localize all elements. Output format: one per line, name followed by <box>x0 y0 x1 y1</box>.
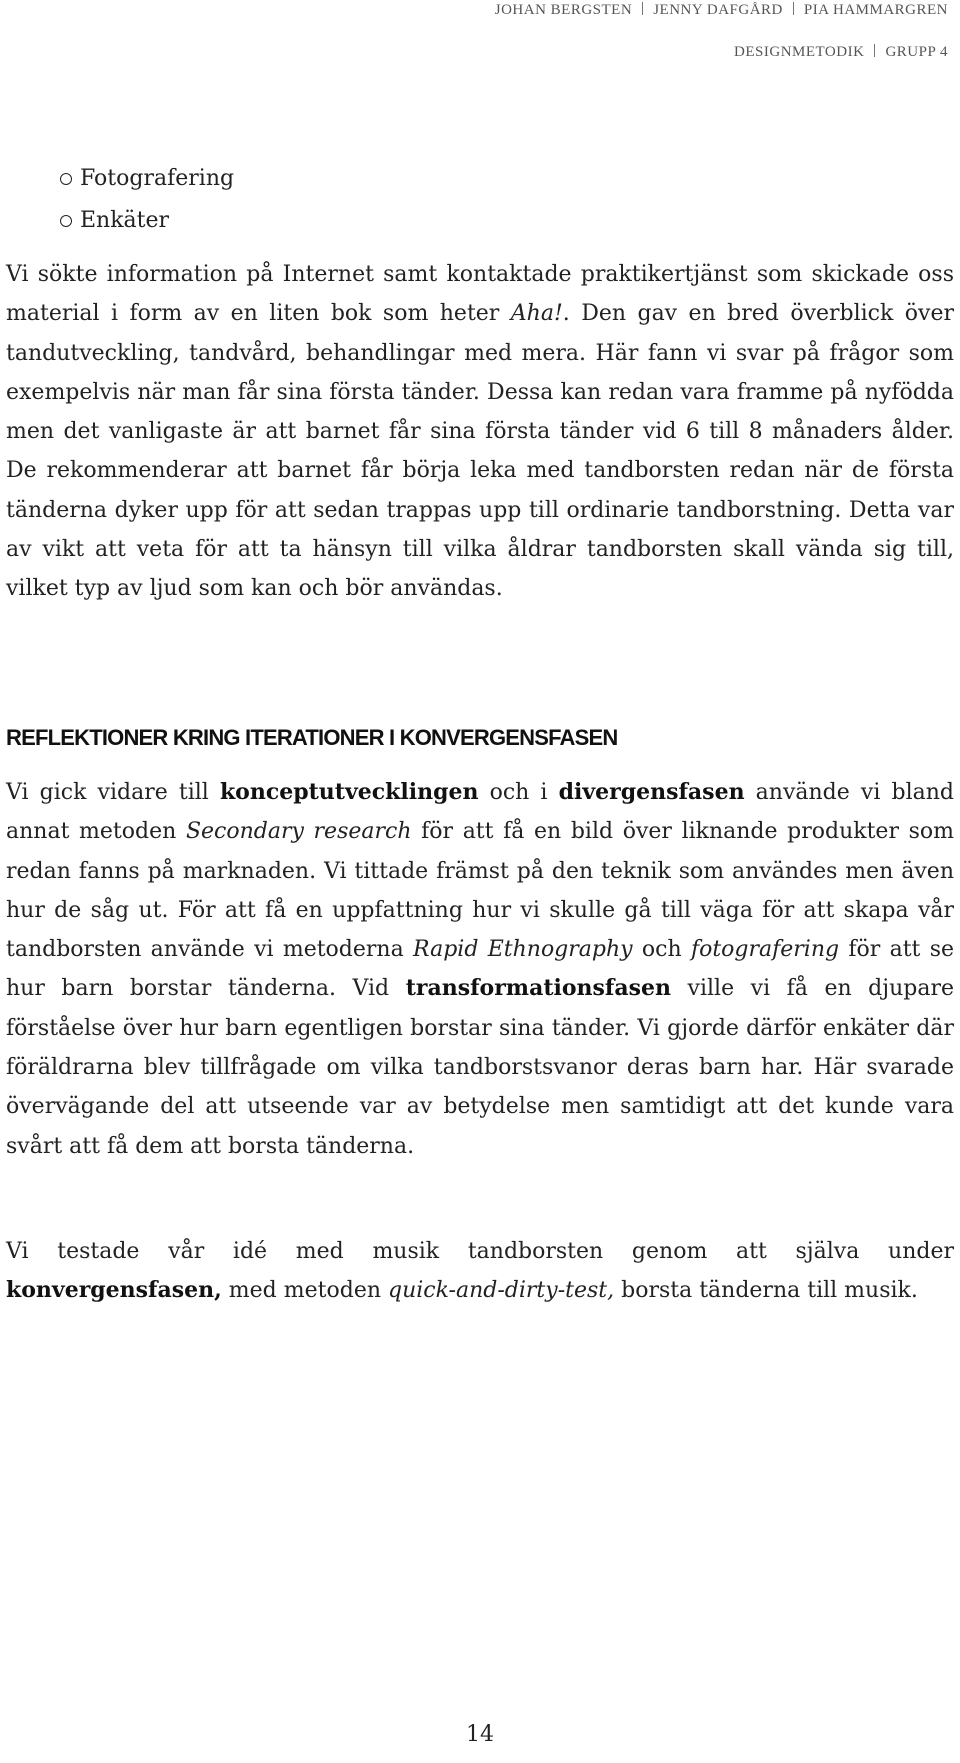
method-name: fotografering <box>690 937 840 963</box>
text-run: för att se hur barn borstar tänderna. Vid <box>6 937 954 1002</box>
group-name: GRUPP 4 <box>885 44 948 60</box>
text-run: ville vi få en djupare förståelse över hur barn egentligen borstar sina tänder. Vi gjorde därför enkäter där föräldrarna blev tillfrågade om vilka tandborstsvanor deras barn har. Här svarade övervägande del att utseende var av betydelse men samtidigt att det kunde vara svårt att få dem att borsta tänderna. <box>6 976 954 1159</box>
separator <box>874 44 875 57</box>
running-header-course <box>734 44 948 61</box>
running-header-authors <box>495 2 948 19</box>
text-run: Vi gick vidare till <box>6 780 220 805</box>
author-name: JOHAN BERGSTEN <box>494 2 633 18</box>
author-name: PIA HAMMARGREN <box>803 2 948 18</box>
section-heading: REFLEKTIONER KRING ITERATIONER I KONVERGENSFASEN <box>6 725 618 750</box>
paragraph-iterations <box>6 773 954 1166</box>
text-run: för att få en bild över liknande produkter som redan fanns på marknaden. Vi tittade främst på den teknik som användes men även hur de såg ut. För att få en uppfattning hur vi skulle gå till väga för att skapa vår tandborsten använde vi metoderna <box>6 819 955 963</box>
paragraph-convergence <box>6 1232 954 1311</box>
page-number: 14 <box>466 1722 494 1747</box>
paragraph-research <box>6 255 954 609</box>
text-run: med metoden <box>221 1278 388 1304</box>
circle-bullet-icon <box>60 173 72 185</box>
bold-term: divergensfasen <box>558 779 745 805</box>
separator <box>793 2 794 15</box>
text-run: . Den gav en bred överblick över tandutveckling, tandvård, behandlingar med mera. Här fann vi svar på frågor som exempelvis när man får sina första tänder. Dessa kan redan vara framme på nyfödda men det vanligaste är att barnet får sina första tänder vid 6 till 8 månaders ålder. De rekommenderar att barnet får börja leka med tandborsten redan när de första tänderna dyker upp för att sedan trappas upp till ordinarie tandborstning. Detta var av vikt att veta för att ta hänsyn till vilka åldrar tandborsten skall vända sig till, vilket typ av ljud som kan och bör användas. <box>6 301 954 602</box>
bold-term: transformationsfasen <box>405 975 672 1002</box>
method-name: quick-and-dirty-test, <box>388 1278 615 1304</box>
text-run: använde vi bland annat metoden <box>6 780 954 845</box>
text-run: och <box>632 937 691 963</box>
text-run: borsta tänderna till musik. <box>614 1278 918 1304</box>
bullet-list <box>60 158 234 242</box>
list-item <box>60 200 234 242</box>
list-item-label: Fotografering <box>80 166 235 191</box>
text-run: Vi sökte information på Internet samt kontaktade praktikertjänst som skickade oss material i form av en liten bok som heter <box>6 262 954 327</box>
list-item-label: Enkäter <box>80 208 170 233</box>
bold-term: konvergensfasen, <box>6 1277 222 1304</box>
text-run: Vi testade vår idé med musik tandborsten genom att själva under <box>6 1239 954 1264</box>
book-title: Aha! <box>510 301 563 327</box>
bold-term: konceptutvecklingen <box>219 779 479 805</box>
text-run: och i <box>478 780 559 805</box>
author-name: JENNY DAFGÅRD <box>653 2 783 18</box>
course-name: DESIGNMETODIK <box>734 44 865 60</box>
list-item <box>60 158 234 200</box>
method-name: Secondary research <box>185 819 412 845</box>
method-name: Rapid Ethnography <box>413 937 633 963</box>
separator <box>642 2 643 15</box>
circle-bullet-icon <box>60 215 72 227</box>
